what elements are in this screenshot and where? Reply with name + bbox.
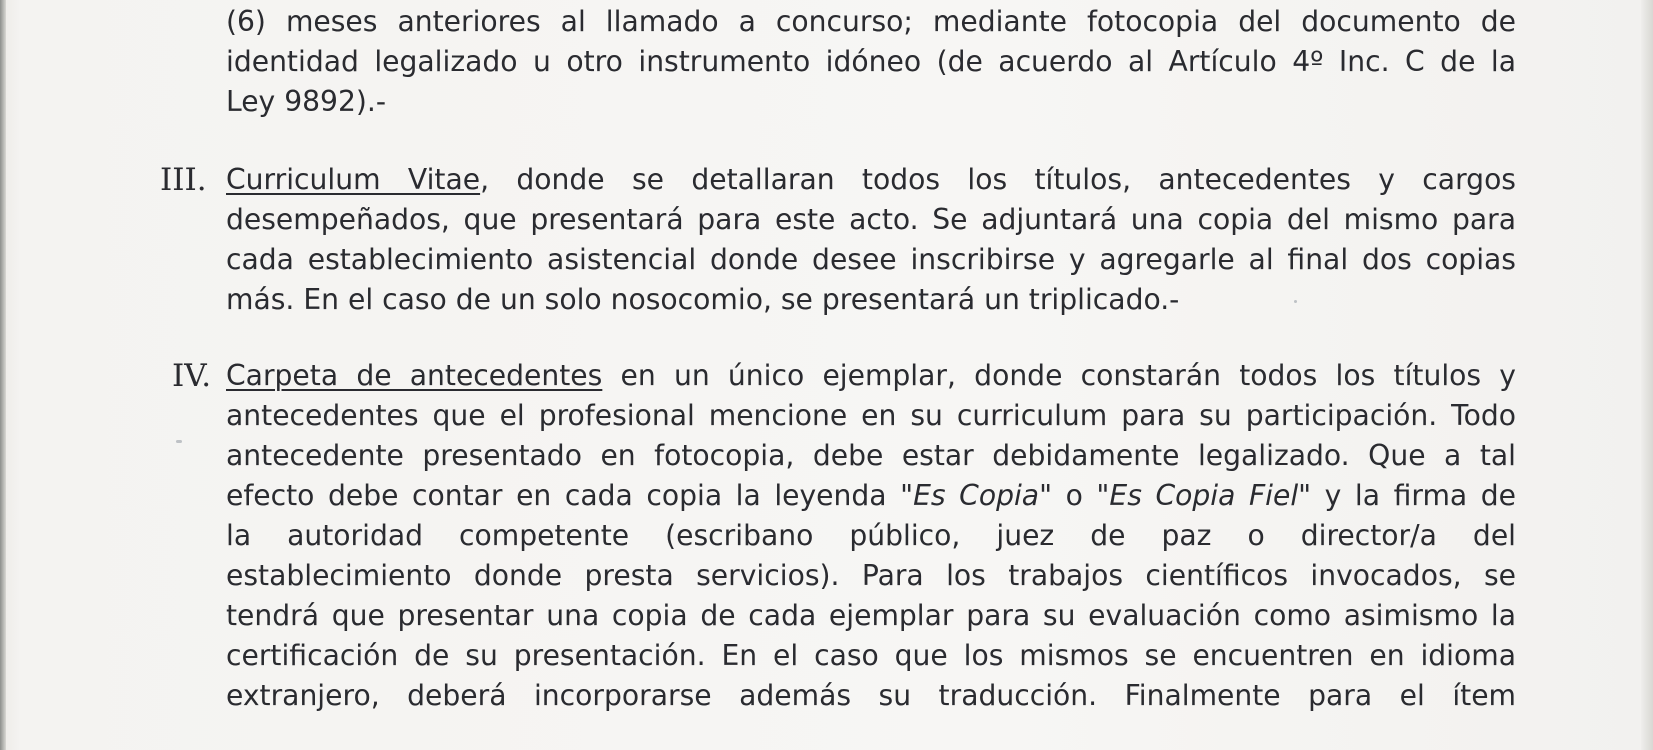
scan-speck (1294, 300, 1297, 303)
item-marker-iv: IV. (172, 358, 212, 394)
text-line: efecto debe contar en cada copia la leyenda "Es Copia" o "Es Copia Fiel" y la firma de (226, 479, 1516, 512)
page-right-edge (1641, 0, 1653, 750)
scan-speck (176, 440, 182, 443)
text-line: más. En el caso de un solo nosocomio, se presentará un triplicado.- (226, 283, 1180, 316)
text-line: la autoridad competente (escribano público, juez de paz o director/a del (226, 519, 1516, 552)
text-line: Carpeta de antecedentes en un único ejemplar, donde constarán todos los títulos y (226, 359, 1516, 392)
italic-es-copia-fiel: Es Copia Fiel (1109, 479, 1299, 512)
text-line: certificación de su presentación. En el caso que los mismos se encuentren en idioma (226, 639, 1516, 672)
item-iv-paragraph (226, 356, 1516, 716)
text-line: antecedentes que el profesional mencione en su curriculum para su participación. Todo (226, 399, 1516, 432)
text-line: antecedente presentado en fotocopia, debe estar debidamente legalizado. Que a tal (226, 439, 1516, 472)
text-line: establecimiento donde presta servicios). Para los trabajos científicos invocados, se (226, 559, 1516, 592)
text-line: Curriculum Vitae, donde se detallaran todos los títulos, antecedentes y cargos (226, 163, 1516, 196)
intro-paragraph (226, 2, 1516, 122)
italic-es-copia: Es Copia (913, 479, 1040, 512)
item-marker-iii: III. (160, 162, 207, 198)
text-line: Ley 9892).- (226, 85, 387, 118)
item-iii-title: Curriculum Vitae (226, 163, 481, 196)
text-line: identidad legalizado u otro instrumento idóneo (de acuerdo al Artículo 4º Inc. C de la (226, 45, 1516, 78)
text-line: tendrá que presentar una copia de cada ejemplar para su evaluación como asimismo la (226, 599, 1516, 632)
text-line: cada establecimiento asistencial donde desee inscribirse y agregarle al final dos copias (226, 243, 1516, 276)
text-line: extranjero, deberá incorporarse además su traducción. Finalmente para el ítem (226, 679, 1516, 712)
page-left-edge (0, 0, 6, 750)
text-line: (6) meses anteriores al llamado a concurso; mediante fotocopia del documento de (226, 5, 1516, 38)
item-iii-paragraph (226, 160, 1516, 320)
item-iv-title: Carpeta de antecedentes (226, 359, 603, 392)
text-line: desempeñados, que presentará para este acto. Se adjuntará una copia del mismo para (226, 203, 1516, 236)
